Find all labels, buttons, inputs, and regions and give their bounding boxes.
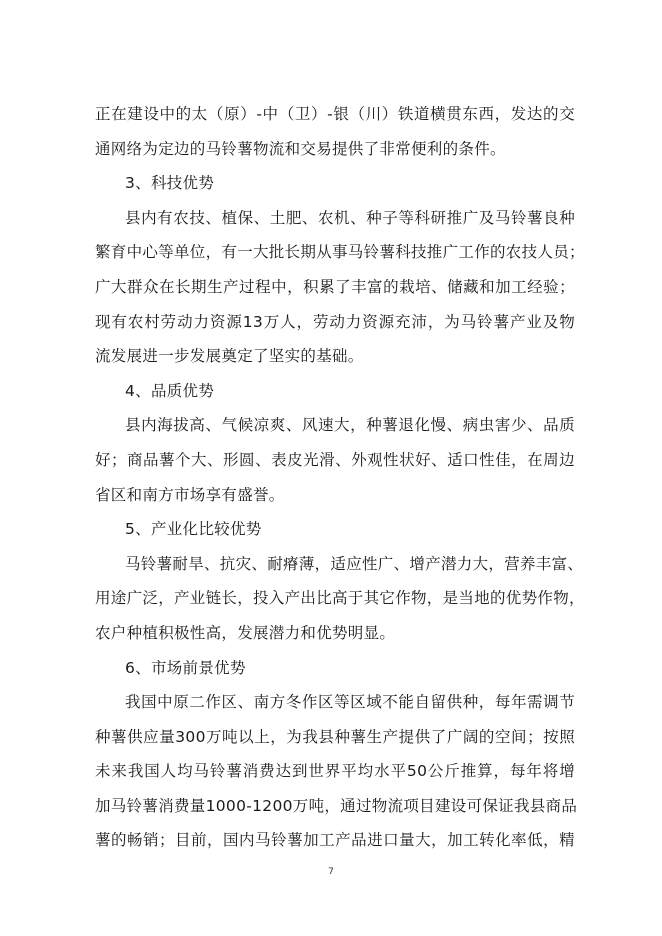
section-heading-industrialization: 5、产业化比较优势: [125, 520, 262, 539]
paragraph-line: 农户种植积极性高，发展潜力和优势明显。: [95, 623, 396, 642]
paragraph-line: 省区和南方市场享有盛誉。: [95, 485, 285, 504]
paragraph-line: 广大群众在长期生产过程中，积累了丰富的栽培、储藏和加工经验；: [95, 277, 575, 296]
paragraph-line: 未来我国人均马铃薯消费达到世界平均水平50公斤推算，每年将增: [95, 762, 575, 781]
page-number: 7: [328, 867, 334, 877]
paragraph-line: 用途广泛，产业链长，投入产出比高于其它作物，是当地的优势作物，: [95, 589, 585, 608]
paragraph-line: 种薯供应量300万吨以上，为我县种薯生产提供了广阔的空间；按照: [95, 727, 575, 746]
section-heading-technology: 3、科技优势: [125, 174, 215, 193]
paragraph-line: 现有农村劳动力资源13万人，劳动力资源充沛，为马铃薯产业及物: [95, 312, 575, 331]
document-body: [95, 97, 585, 858]
section-heading-market: 6、市场前景优势: [125, 658, 246, 677]
paragraph-line: 好；商品薯个大、形圆、表皮光滑、外观性状好、适口性佳，在周边: [95, 450, 575, 469]
paragraph-line: 我国中原二作区、南方冬作区等区域不能自留供种，每年需调节: [125, 693, 575, 712]
paragraph-line: 薯的畅销；目前，国内马铃薯加工产品进口量大，加工转化率低，精: [95, 831, 575, 850]
paragraph-line: 繁育中心等单位，有一大批长期从事马铃薯科技推广工作的农技人员；: [95, 243, 585, 262]
paragraph-line: 县内有农技、植保、土肥、农机、种子等科研推广及马铃薯良种: [125, 208, 575, 227]
paragraph-line: 马铃薯耐旱、抗灾、耐瘠薄，适应性广、增产潜力大，营养丰富、: [125, 554, 584, 573]
paragraph-line: 县内海拔高、气候凉爽、风速大，种薯退化慢、病虫害少、品质: [125, 416, 575, 435]
paragraph-line: 正在建设中的太（原）-中（卫）-银（川）铁道横贯东西，发达的交: [95, 105, 575, 123]
paragraph-line: 流发展进一步发展奠定了坚实的基础。: [95, 347, 364, 366]
paragraph-line: 通网络为定边的马铃薯物流和交易提供了非常便利的条件。: [95, 139, 506, 158]
paragraph-line: 加马铃薯消费量1000-1200万吨，通过物流项目建设可保证我县商品: [95, 796, 578, 815]
section-heading-quality: 4、品质优势: [125, 381, 215, 400]
